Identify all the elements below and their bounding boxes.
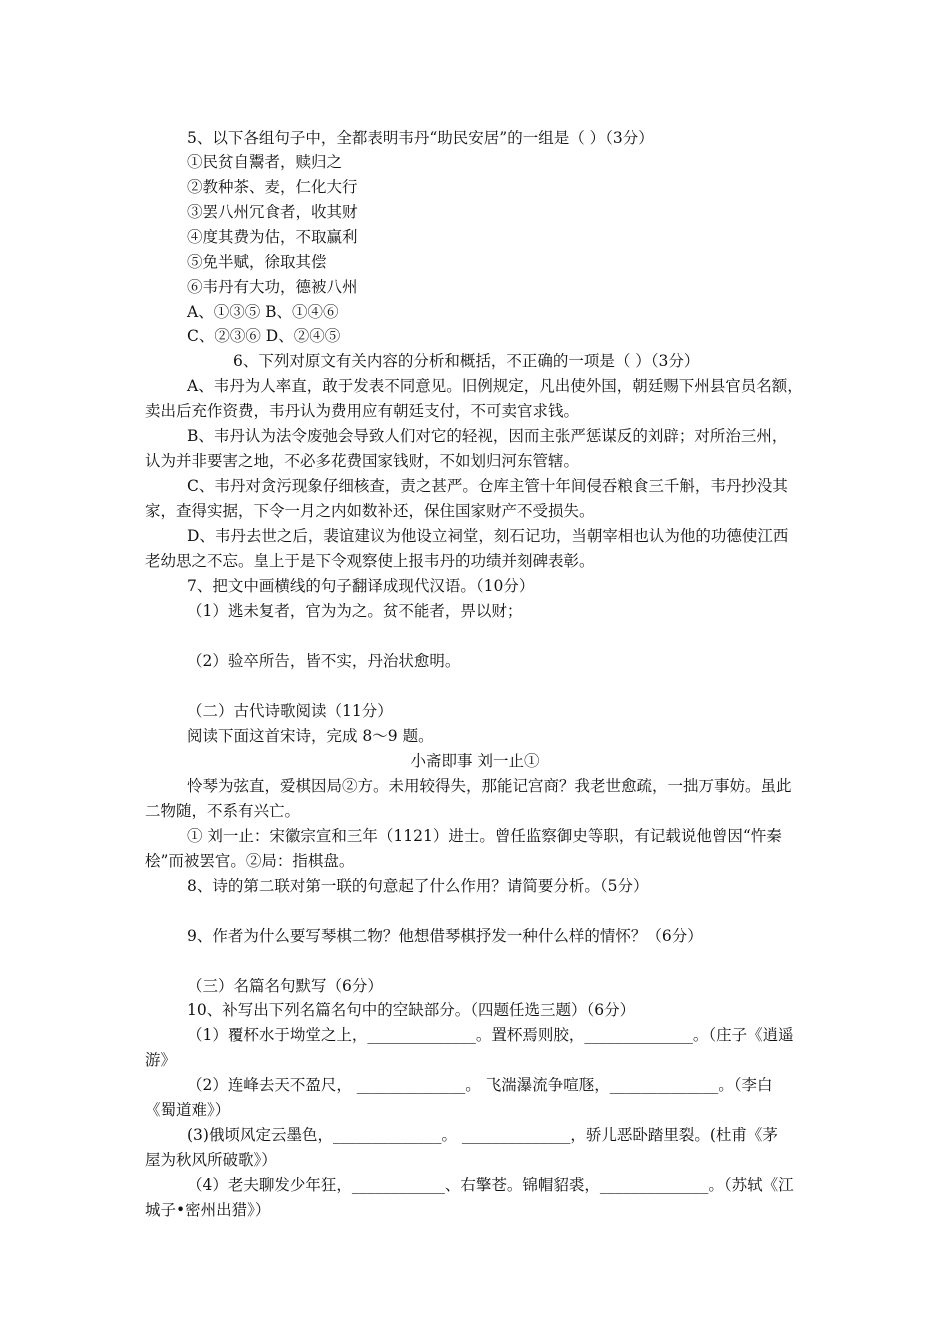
q5-item-2: ②教种茶、麦，仁化大行 (187, 178, 358, 196)
q6-option-c-line1: C、韦丹对贪污现象仔细核查，责之甚严。仓库主管十年间侵吞粮食三千斛，韦丹抄没其 (187, 477, 788, 495)
poem-note-line1: ① 刘一止：宋徽宗宣和三年（1121）进士。曾任监察御史等职，有记载说他曾因“忤秦 (187, 827, 782, 845)
q10-item-1-line2: 游》 (145, 1051, 177, 1069)
q10-item-2-line1: （2）连峰去天不盈尺， ______________。 飞湍瀑流争喧豗，______________。（李白 (187, 1076, 773, 1094)
q5-options-ab: A、①③⑤ B、①④⑥ (187, 303, 339, 321)
poem-text-line2: 二物随，不系有兴亡。 (145, 802, 301, 820)
q6-option-b-line2: 认为并非要害之地，不必多花费国家钱财，不如划归河东管辖。 (145, 452, 580, 470)
q5-item-1: ①民贫自鬻者，赎归之 (187, 153, 343, 171)
q6-option-d-line1: D、韦丹去世之后，裴谊建议为他设立祠堂，刻石记功，当朝宰相也认为他的功德使江西 (187, 527, 789, 545)
q5-options-cd: C、②③⑥ D、②④⑤ (187, 327, 341, 345)
q5-item-4: ④度其费为估，不取赢利 (187, 228, 358, 246)
q7-stem: 7、把文中画横线的句子翻译成现代汉语。（10分） (187, 577, 535, 595)
q10-item-4-line1: （4）老夫聊发少年狂，____________、右擎苍。锦帽貂裘，______________。（苏轼《江 (187, 1176, 794, 1194)
q7-sentence-2: （2）验卒所告，皆不实，丹治状愈明。 (187, 652, 461, 670)
q10-item-4-line2: 城子•密州出猎》） (145, 1201, 271, 1219)
q6-option-a-line1: A、韦丹为人率直，敢于发表不同意见。旧例规定，凡出使外国，朝廷赐下州县官员名额， (187, 377, 803, 395)
q10-item-2-line2: 《蜀道难》） (145, 1101, 231, 1119)
q10-item-1-line1: （1）覆杯水于坳堂之上，______________。置杯焉则胶，______________。（庄子《逍遥 (187, 1026, 794, 1044)
section-2-header: （二）古代诗歌阅读（11分） (187, 702, 393, 720)
poem-note-line2: 桧”而被罢官。②局：指棋盘。 (145, 852, 355, 870)
q8-stem: 8、诗的第二联对第一联的句意起了什么作用？请简要分析。（5分） (187, 877, 649, 895)
q6-option-c-line2: 家，查得实据，下令一月之内如数补还，保住国家财产不受损失。 (145, 502, 595, 520)
q9-stem: 9、作者为什么要写琴棋二物？他想借琴棋抒发一种什么样的情怀？（6分） (187, 927, 703, 945)
q5-item-5: ⑤免半赋，徐取其偿 (187, 253, 327, 271)
poem-title: 小斋即事 刘一止① (410, 752, 540, 770)
q6-option-b-line1: B、韦丹认为法令废弛会导致人们对它的轻视，因而主张严惩谋反的刘辟；对所治三州， (187, 427, 788, 445)
q5-stem: 5、以下各组句子中，全都表明韦丹“助民安居”的一组是（ ）（3分） (187, 129, 654, 147)
q5-item-3: ③罢八州冗食者，收其财 (187, 203, 358, 221)
q10-item-3-line1: (3)俄顷风定云墨色，______________。 ______________，骄儿恶卧踏里裂。(杜甫《茅 (187, 1126, 778, 1144)
section-2-intro: 阅读下面这首宋诗，完成 8～9 题。 (187, 727, 434, 745)
section-3-header: （三）名篇名句默写（6分） (187, 977, 383, 995)
q6-option-d-line2: 老幼思之不忘。皇上于是下令观察使上报韦丹的功绩并刻碑表彰。 (145, 552, 595, 570)
q7-sentence-1: （1）逃未复者，官为为之。贫不能者，畀以财； (187, 602, 523, 620)
q5-item-6: ⑥韦丹有大功，德被八州 (187, 278, 358, 296)
poem-text-line1: 怜琴为弦直，爱棋因局②方。未用较得失，那能记宫商？我老世愈疏，一拙万事妨。虽此 (187, 777, 792, 795)
q6-option-a-line2: 卖出后充作资费，韦丹认为费用应有朝廷支付，不可卖官求钱。 (145, 402, 580, 420)
q10-item-3-line2: 屋为秋风所破歌》） (145, 1151, 277, 1169)
q10-stem: 10、补写出下列名篇名句中的空缺部分。（四题任选三题）（6分） (187, 1001, 636, 1019)
q6-stem: 6、下列对原文有关内容的分析和概括，不正确的一项是（ ）（3分） (233, 352, 700, 370)
